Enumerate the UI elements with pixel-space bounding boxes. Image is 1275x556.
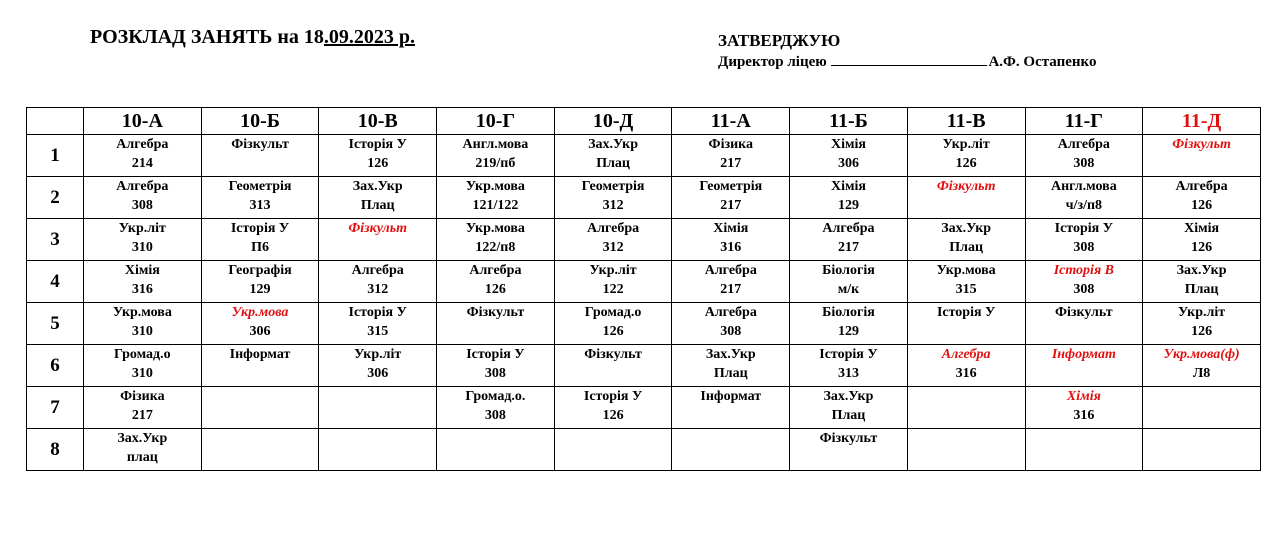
lesson-cell	[319, 345, 437, 387]
lesson-cell	[554, 135, 672, 177]
room-number: плац	[126, 450, 158, 465]
room-number: Плац	[360, 198, 395, 213]
approval-block	[718, 30, 1097, 72]
lesson-cell	[672, 261, 790, 303]
room-number: 217	[720, 282, 742, 297]
subject-name: Укр.мова	[231, 305, 289, 320]
lesson-cell	[790, 261, 908, 303]
subject-name: Громад.о	[114, 347, 171, 362]
room-number: 313	[837, 366, 859, 381]
subject-name: Фізкульт	[936, 179, 996, 194]
subject-name: Хімія	[124, 263, 160, 278]
room-number: 310	[131, 366, 153, 381]
lesson-cell	[84, 261, 202, 303]
approve-label: ЗАТВЕРДЖУЮ	[718, 31, 841, 50]
room-number: 310	[131, 324, 153, 339]
lesson-cell	[790, 135, 908, 177]
subject-name: Громад.о.	[465, 389, 526, 404]
schedule-body	[27, 135, 1261, 471]
lesson-cell	[554, 177, 672, 219]
room-number: 312	[602, 240, 624, 255]
lesson-row	[27, 135, 1261, 177]
subject-name: Хімія	[1184, 221, 1220, 236]
subject-name: Укр.літ	[1178, 305, 1226, 320]
room-number: 308	[720, 324, 742, 339]
lesson-cell	[790, 303, 908, 345]
lesson-cell	[319, 303, 437, 345]
lesson-cell	[672, 387, 790, 429]
lesson-number: 3	[27, 219, 84, 261]
lesson-cell	[201, 177, 319, 219]
subject-name: Алгебра	[351, 263, 404, 278]
room-number: 121/122	[472, 198, 519, 213]
subject-name: Історія У	[230, 221, 290, 236]
lesson-cell	[672, 219, 790, 261]
lesson-cell	[790, 429, 908, 471]
room-number: 129	[837, 324, 859, 339]
lesson-cell	[1143, 135, 1261, 177]
lesson-row	[27, 177, 1261, 219]
subject-name: Хімія	[830, 179, 866, 194]
lesson-row	[27, 219, 1261, 261]
lesson-cell	[437, 135, 555, 177]
subject-name: Інформат	[700, 389, 762, 404]
lesson-cell	[1143, 177, 1261, 219]
subject-name: Історія В	[1053, 263, 1114, 278]
subject-name: Фізкульт	[231, 137, 289, 152]
lesson-cell	[1025, 261, 1143, 303]
subject-name: Хімія	[1066, 389, 1101, 404]
lesson-cell	[1025, 303, 1143, 345]
lesson-cell	[84, 387, 202, 429]
lesson-cell	[437, 219, 555, 261]
subject-name: Алгебра	[116, 179, 169, 194]
lesson-cell	[319, 429, 437, 471]
lesson-number: 1	[27, 135, 84, 177]
subject-name: Геометрія	[699, 179, 763, 194]
subject-name: Алгебра	[822, 221, 875, 236]
lesson-cell	[1143, 261, 1261, 303]
subject-name: Хімія	[713, 221, 749, 236]
class-header-10-Д: 10-Д	[554, 108, 672, 135]
subject-name: Хімія	[830, 137, 866, 152]
room-number: 126	[1191, 198, 1213, 213]
lesson-cell	[84, 177, 202, 219]
lesson-cell	[201, 429, 319, 471]
room-number: 308	[484, 366, 506, 381]
lesson-cell	[907, 345, 1025, 387]
lesson-cell	[319, 387, 437, 429]
lesson-number: 4	[27, 261, 84, 303]
subject-name: Алгебра	[941, 347, 991, 362]
room-number: 316	[720, 240, 742, 255]
lesson-cell	[201, 345, 319, 387]
subject-name: Зах.Укр	[823, 389, 874, 404]
subject-name: Алгебра	[116, 137, 169, 152]
lesson-cell	[84, 345, 202, 387]
lesson-cell	[1025, 135, 1143, 177]
lesson-number: 6	[27, 345, 84, 387]
lesson-cell	[672, 135, 790, 177]
lesson-cell	[201, 135, 319, 177]
room-number: 122	[602, 282, 624, 297]
room-number: 308	[1073, 240, 1095, 255]
lesson-cell	[437, 303, 555, 345]
subject-name: Геометрія	[228, 179, 292, 194]
room-number: 308	[484, 408, 506, 423]
lesson-row	[27, 261, 1261, 303]
lesson-cell	[319, 219, 437, 261]
room-number: Плац	[713, 366, 748, 381]
room-number: 315	[367, 324, 389, 339]
lesson-cell	[84, 135, 202, 177]
title-date: .09.2023 р.	[323, 26, 416, 48]
room-number: П6	[251, 240, 269, 255]
subject-name: Укр.мова	[936, 263, 996, 278]
lesson-cell	[907, 219, 1025, 261]
subject-name: Укр.літ	[942, 137, 990, 152]
subject-name: Алгебра	[1057, 137, 1110, 152]
lesson-cell	[1025, 219, 1143, 261]
room-number: Плац	[831, 408, 866, 423]
lesson-cell	[1143, 387, 1261, 429]
room-number: 217	[837, 240, 859, 255]
room-number: 219/пб	[475, 156, 516, 171]
subject-name: Геометрія	[581, 179, 645, 194]
subject-name: Біологія	[822, 263, 875, 278]
lesson-cell	[907, 177, 1025, 219]
class-header-10-Б: 10-Б	[201, 108, 319, 135]
lesson-cell	[907, 135, 1025, 177]
subject-name: Фізкульт	[348, 221, 408, 236]
room-number: 306	[837, 156, 859, 171]
lesson-cell	[319, 261, 437, 303]
lesson-cell	[790, 345, 908, 387]
room-number: 308	[131, 198, 153, 213]
room-number: 126	[484, 282, 506, 297]
subject-name: Інформат	[1051, 347, 1116, 362]
room-number: 126	[955, 156, 977, 171]
room-number: 306	[249, 324, 271, 339]
lesson-cell	[907, 387, 1025, 429]
lesson-cell	[319, 177, 437, 219]
lesson-cell	[84, 303, 202, 345]
subject-name: Алгебра	[704, 305, 757, 320]
lesson-cell	[1025, 345, 1143, 387]
director-label: Директор ліцею	[718, 54, 827, 70]
lesson-number: 5	[27, 303, 84, 345]
lesson-cell	[201, 303, 319, 345]
lesson-cell	[437, 261, 555, 303]
subject-name: Фізкульт	[1055, 305, 1113, 320]
subject-name: Історія У	[348, 305, 407, 320]
class-header-11-Д: 11-Д	[1143, 108, 1261, 135]
lesson-cell	[201, 261, 319, 303]
subject-name: Інформат	[229, 347, 291, 362]
subject-name: Громад.о	[584, 305, 642, 320]
subject-name: Географія	[228, 263, 292, 278]
lesson-cell	[554, 345, 672, 387]
subject-name: Зах.Укр	[1176, 263, 1227, 278]
subject-name: Фізика	[708, 137, 754, 152]
page-title	[90, 26, 415, 49]
room-number: 313	[249, 198, 271, 213]
lesson-cell	[1025, 177, 1143, 219]
room-number: 129	[837, 198, 859, 213]
lesson-cell	[1143, 303, 1261, 345]
lesson-cell	[554, 219, 672, 261]
room-number: 312	[602, 198, 624, 213]
subject-name: Фізкульт	[584, 347, 642, 362]
room-number: Л8	[1192, 366, 1211, 381]
signature-line	[831, 52, 987, 66]
room-number: 126	[602, 324, 624, 339]
lesson-cell	[672, 345, 790, 387]
subject-name: Фізика	[120, 389, 165, 404]
lesson-cell	[907, 261, 1025, 303]
room-number: 316	[955, 366, 977, 381]
subject-name: Фізкульт	[819, 431, 878, 446]
lesson-row	[27, 387, 1261, 429]
subject-name: Укр.мова	[465, 221, 525, 236]
subject-name: Укр.літ	[354, 347, 402, 362]
room-number: Плац	[1184, 282, 1219, 297]
lesson-cell	[907, 303, 1025, 345]
room-number: 126	[367, 156, 389, 171]
room-number: 308	[1073, 156, 1095, 171]
header-row	[27, 108, 1261, 135]
subject-name: Зах.Укр	[941, 221, 992, 236]
subject-name: Зах.Укр	[588, 137, 639, 152]
subject-name: Зах.Укр	[352, 179, 403, 194]
subject-name: Англ.мова	[1050, 179, 1117, 194]
director-line	[718, 52, 1097, 72]
lesson-cell	[201, 219, 319, 261]
schedule-table	[26, 107, 1261, 471]
lesson-cell	[672, 303, 790, 345]
room-number: 214	[131, 156, 153, 171]
lesson-cell	[1143, 219, 1261, 261]
lesson-cell	[437, 429, 555, 471]
lesson-cell	[1143, 345, 1261, 387]
corner-cell	[27, 108, 84, 135]
lesson-cell	[554, 261, 672, 303]
lesson-cell	[790, 219, 908, 261]
class-header-10-А: 10-А	[84, 108, 202, 135]
lesson-row	[27, 345, 1261, 387]
class-header-11-Б: 11-Б	[790, 108, 908, 135]
subject-name: Укр.мова(ф)	[1163, 347, 1240, 362]
lesson-cell	[672, 177, 790, 219]
subject-name: Фізкульт	[466, 305, 525, 320]
room-number: 126	[602, 408, 624, 423]
room-number: Плац	[596, 156, 630, 171]
class-header-10-В: 10-В	[319, 108, 437, 135]
lesson-cell	[437, 177, 555, 219]
lesson-cell	[1143, 429, 1261, 471]
subject-name: Зах.Укр	[117, 431, 168, 446]
lesson-cell	[790, 177, 908, 219]
room-number: 126	[1191, 324, 1213, 339]
room-number: 129	[249, 282, 271, 297]
room-number: м/к	[837, 282, 860, 297]
subject-name: Історія У	[936, 305, 996, 320]
title-prefix: РОЗКЛАД ЗАНЯТЬ на 18	[90, 26, 324, 48]
room-number: 315	[955, 282, 977, 297]
room-number: 316	[1073, 408, 1095, 423]
room-number: 312	[367, 282, 389, 297]
room-number: 308	[1073, 282, 1095, 297]
room-number: 306	[367, 366, 389, 381]
class-header-10-Г: 10-Г	[437, 108, 555, 135]
lesson-cell	[554, 429, 672, 471]
lesson-cell	[1025, 429, 1143, 471]
subject-name: Історія У	[1054, 221, 1114, 236]
lesson-cell	[437, 345, 555, 387]
lesson-row	[27, 429, 1261, 471]
subject-name: Укр.мова	[465, 179, 525, 194]
lesson-cell	[790, 387, 908, 429]
room-number: 217	[131, 408, 153, 423]
class-header-11-А: 11-А	[672, 108, 790, 135]
lesson-number: 7	[27, 387, 84, 429]
lesson-cell	[907, 429, 1025, 471]
lesson-cell	[1025, 387, 1143, 429]
lesson-cell	[319, 135, 437, 177]
director-name: А.Ф. Остапенко	[988, 54, 1097, 70]
room-number: 310	[131, 240, 153, 255]
lesson-cell	[437, 387, 555, 429]
subject-name: Історія У	[466, 347, 525, 362]
subject-name: Історія У	[583, 389, 643, 404]
room-number: Плац	[949, 240, 984, 255]
lesson-cell	[84, 429, 202, 471]
subject-name: Зах.Укр	[705, 347, 756, 362]
subject-name: Фізкульт	[1172, 137, 1231, 152]
lesson-cell	[201, 387, 319, 429]
subject-name: Алгебра	[1175, 179, 1228, 194]
lesson-cell	[554, 387, 672, 429]
subject-name: Укр.літ	[118, 221, 166, 236]
class-header-11-В: 11-В	[907, 108, 1025, 135]
subject-name: Історія У	[348, 137, 407, 152]
room-number: 217	[720, 198, 742, 213]
class-header-11-Г: 11-Г	[1025, 108, 1143, 135]
lesson-cell	[672, 429, 790, 471]
lesson-cell	[84, 219, 202, 261]
lesson-row	[27, 303, 1261, 345]
subject-name: Алгебра	[587, 221, 640, 236]
room-number: 316	[131, 282, 153, 297]
room-number: 122/п8	[475, 240, 516, 255]
subject-name: Історія У	[819, 347, 878, 362]
subject-name: Англ.мова	[462, 137, 529, 152]
subject-name: Біологія	[822, 305, 875, 320]
lesson-number: 8	[27, 429, 84, 471]
subject-name: Алгебра	[704, 263, 757, 278]
lesson-number: 2	[27, 177, 84, 219]
subject-name: Укр.мова	[112, 305, 172, 320]
subject-name: Укр.літ	[589, 263, 637, 278]
room-number: 217	[720, 156, 742, 171]
room-number: 126	[1191, 240, 1213, 255]
room-number: ч/з/п8	[1065, 198, 1103, 213]
lesson-cell	[554, 303, 672, 345]
subject-name: Алгебра	[469, 263, 522, 278]
